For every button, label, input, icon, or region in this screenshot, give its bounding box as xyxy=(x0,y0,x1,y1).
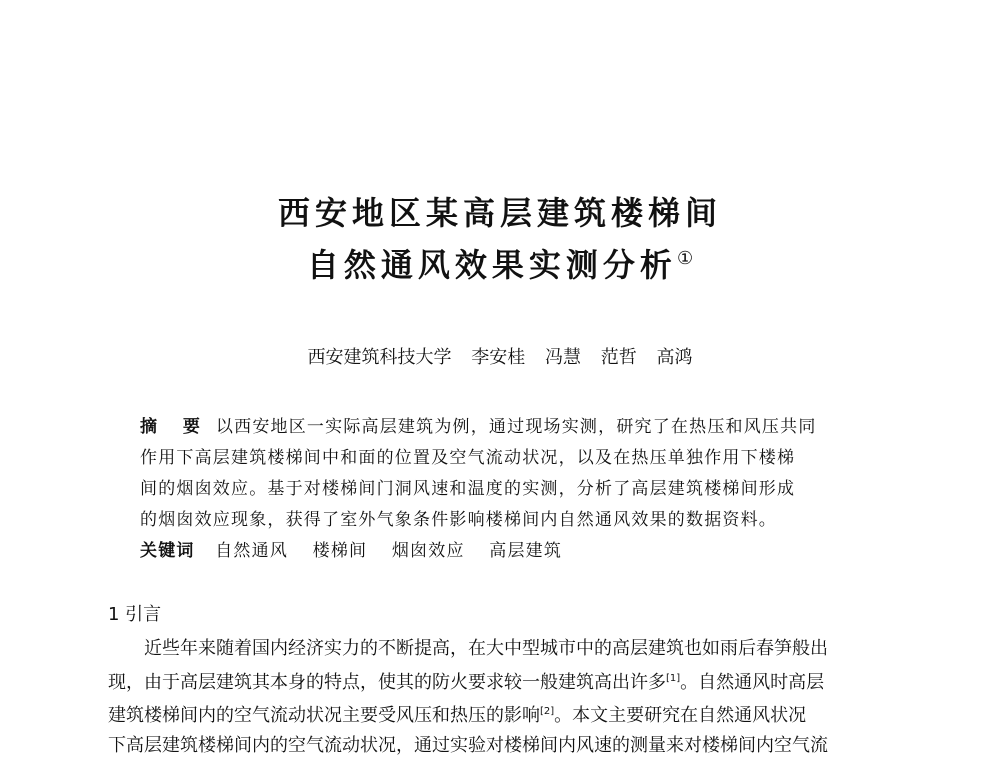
paper-title-line-1: 西安地区某高层建筑楼梯间 xyxy=(277,194,722,232)
section-heading: 1 引言 xyxy=(108,604,162,625)
abstract-label: 摘 要 xyxy=(140,417,210,437)
abstract-line xyxy=(140,412,860,443)
paper-title-line-2 xyxy=(0,240,1000,286)
body-line: 下高层建筑楼梯间内的空气流动状况，通过实验对楼梯间内风速的测量来对楼梯间内空气流 xyxy=(108,734,828,756)
abstract-text: 以西安地区一实际高层建筑为例，通过现场实测，研究了在热压和风压共同 xyxy=(215,417,817,437)
author-name: 冯慧 xyxy=(545,347,581,368)
body-text-span: 现，由于高层建筑其本身的特点，使其的防火要求较一般建筑高出许多 xyxy=(108,671,666,693)
body-text-span: 建筑楼梯间内的空气流动状况主要受风压和热压的影响 xyxy=(108,705,540,726)
keywords-line xyxy=(140,536,860,567)
authors-line xyxy=(0,343,1000,369)
abstract-line: 的烟囱效应现象，获得了室外气象条件影响楼梯间内自然通风效果的数据资料。 xyxy=(140,510,777,530)
body-line xyxy=(108,664,898,698)
title-footnote-mark: ① xyxy=(676,248,694,269)
author-name: 高鸿 xyxy=(656,347,693,368)
author-name: 范哲 xyxy=(600,347,637,368)
body-text-span: 。本文主要研究在自然通风状况 xyxy=(554,705,807,726)
abstract-line: 间的烟囱效应。基于对楼梯间门洞风速和温度的实测，分析了高层建筑楼梯间形成 xyxy=(140,479,796,499)
body-text xyxy=(108,634,898,760)
paper-title-line-2-text: 自然通风效果实测分析 xyxy=(306,246,677,284)
body-line: 近些年来随着国内经济实力的不断提高，在大中型城市中的高层建筑也如雨后春笋般出 xyxy=(144,638,828,659)
abstract-line: 作用下高层建筑楼梯间中和面的位置及空气流动状况，以及在热压单独作用下楼梯 xyxy=(140,448,796,468)
keyword: 楼梯间 xyxy=(312,541,368,561)
keyword: 自然通风 xyxy=(215,541,289,561)
citation-ref: [1] xyxy=(666,672,681,684)
citation-ref: [2] xyxy=(540,706,555,717)
affiliation: 西安建筑科技大学 xyxy=(307,347,452,368)
abstract xyxy=(140,412,860,567)
body-text-span: 。自然通风时高层 xyxy=(680,671,825,693)
keyword: 高层建筑 xyxy=(489,541,563,561)
keyword: 烟囱效应 xyxy=(391,541,465,561)
keywords-label: 关键词 xyxy=(140,541,195,561)
body-line xyxy=(108,697,898,731)
author-name: 李安桂 xyxy=(471,347,526,368)
